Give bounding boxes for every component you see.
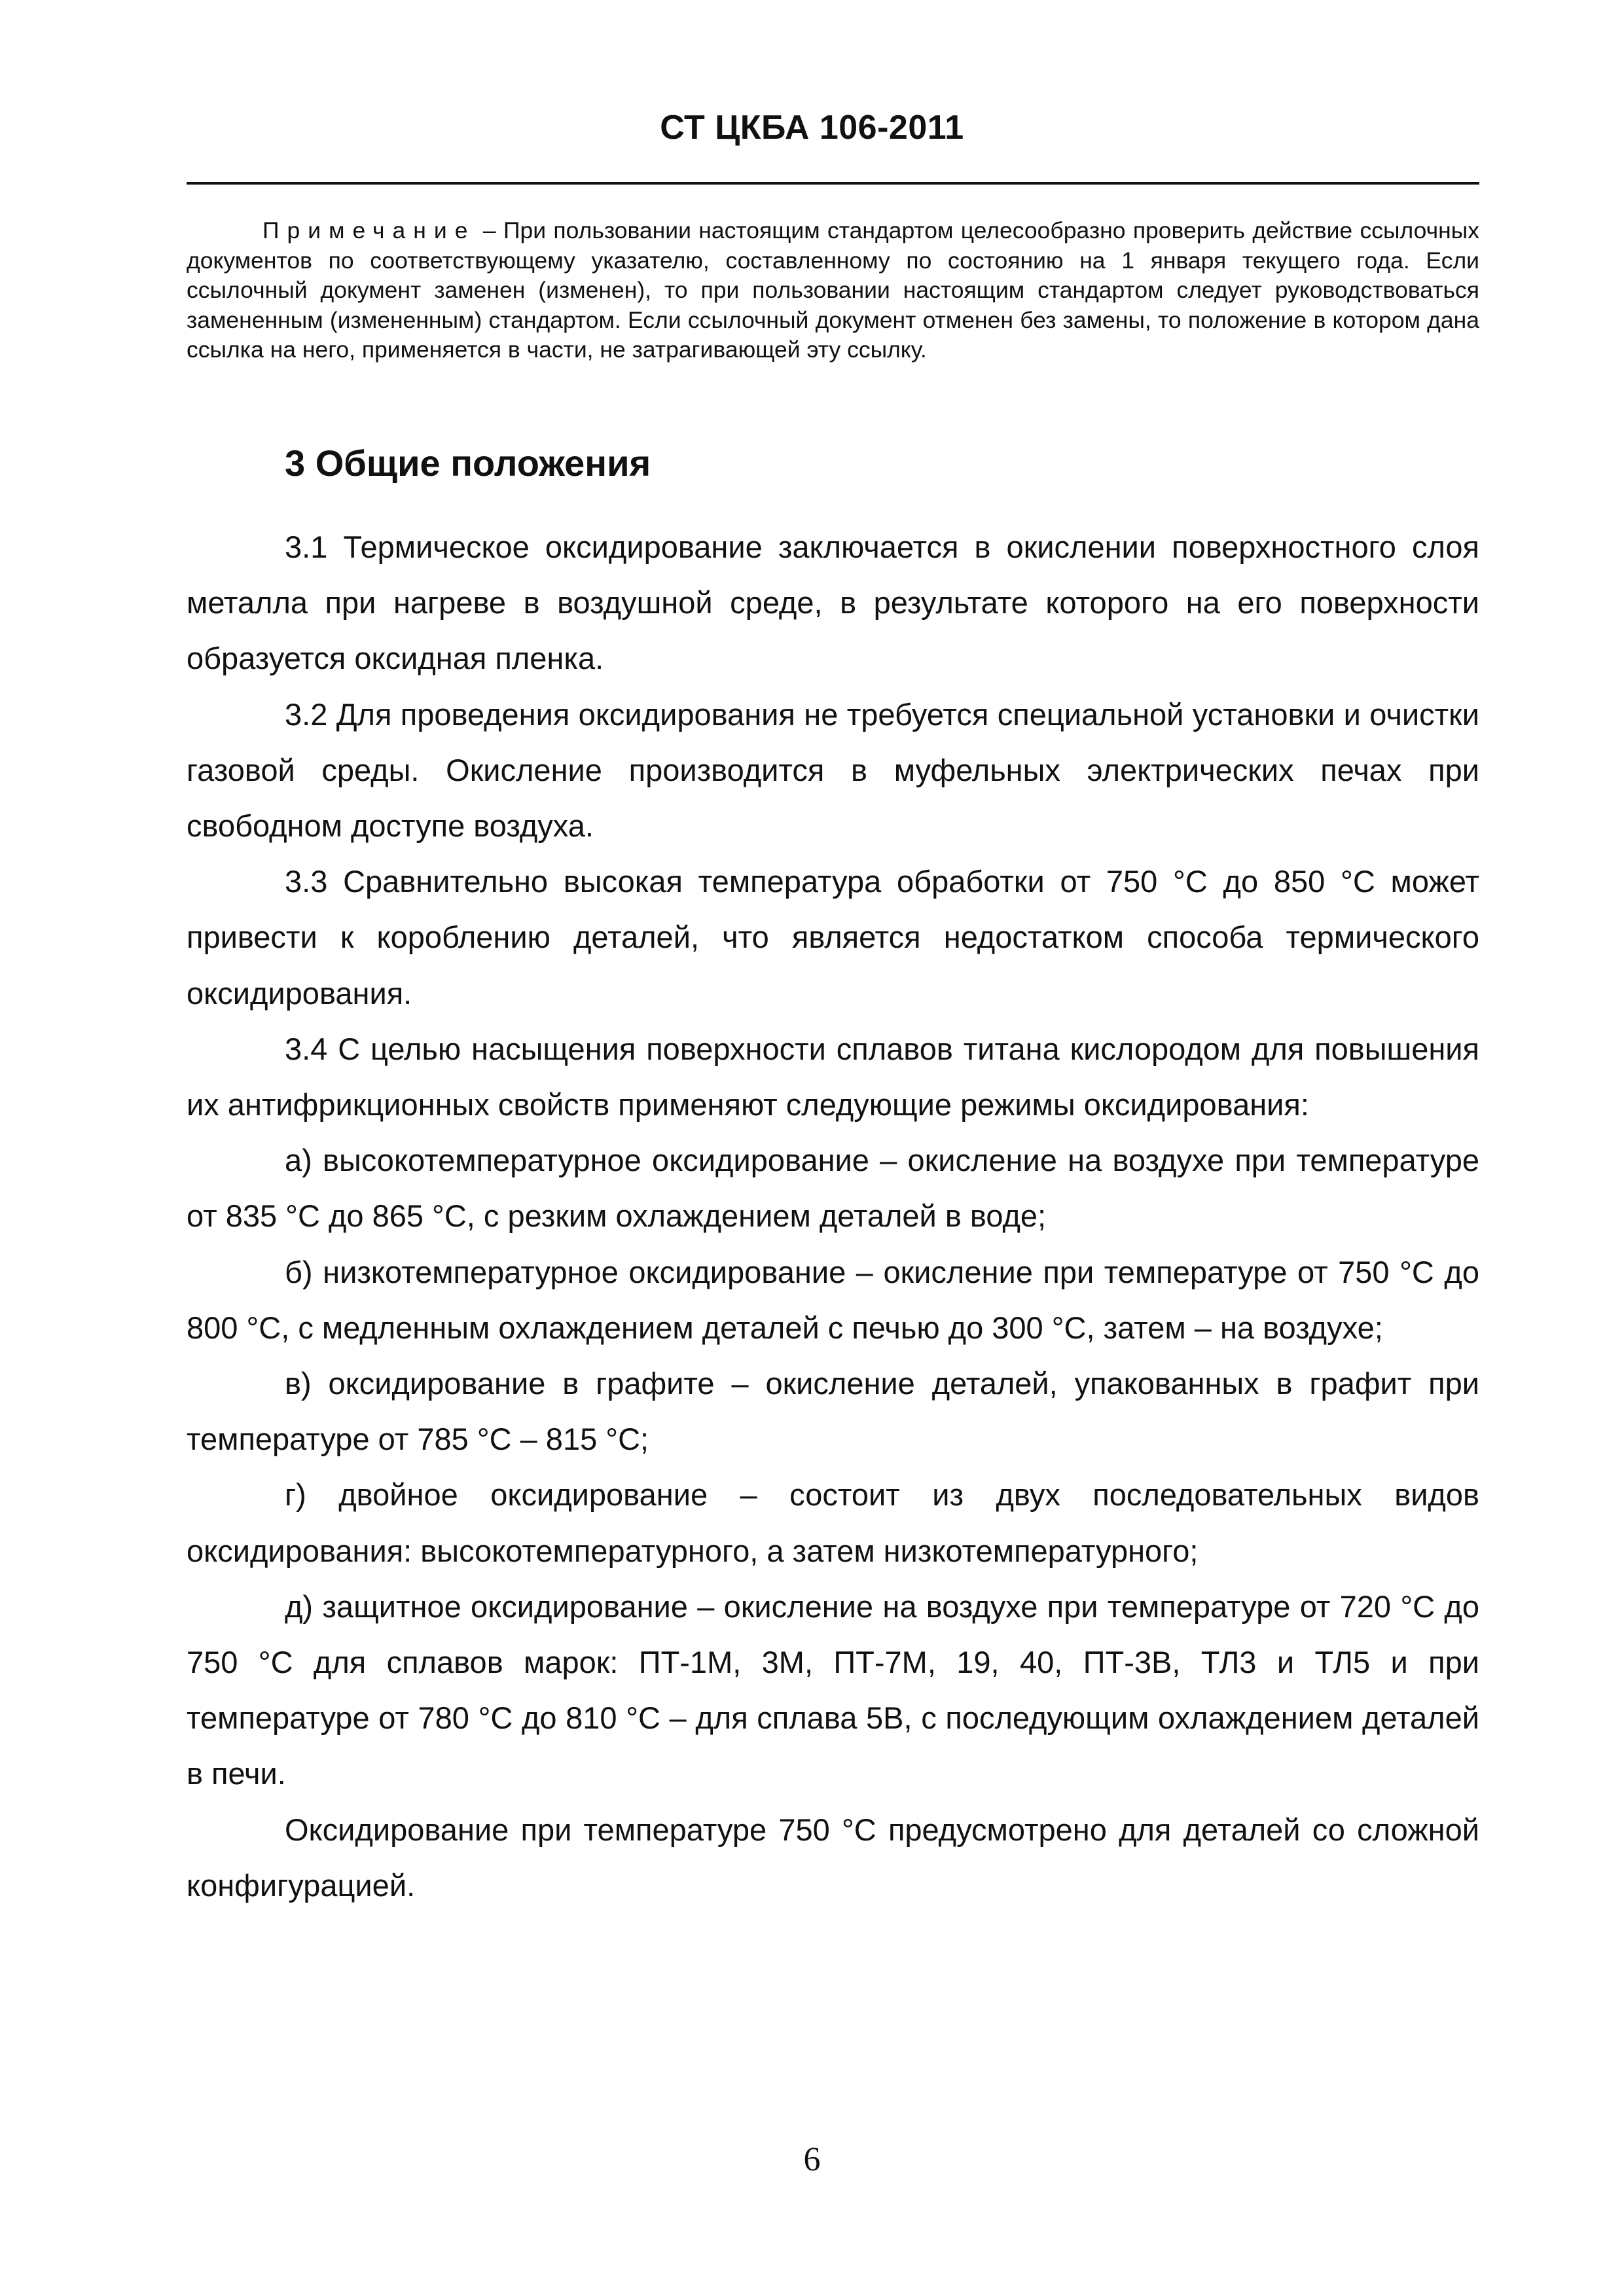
note-text: – При пользовании настоящим стандартом целесообразно проверить действие ссылочных документов по соответствующему указателю, составленному по состоянию на 1 января текущего года. Если ссылочный документ заменен (изменен), то при пользовании настоящим стандартом следует руководствоваться замененным (измененным) стандартом. Если ссылочный документ отменен без замены, то положение в котором дана ссылка на него, применяется в части, не затрагивающей эту ссылку. bbox=[187, 217, 1479, 363]
section-body bbox=[187, 519, 1479, 1913]
page-number: 6 bbox=[803, 2141, 821, 2178]
header-divider bbox=[187, 182, 1479, 185]
reference-note bbox=[187, 216, 1479, 365]
note-label: Примечание bbox=[262, 217, 476, 243]
list-item-b: б) низкотемпературное оксидирование – окисление при температуре от 750 °С до 800 °С, с медленным охлаждением деталей с печью до 300 °С, затем – на воздухе; bbox=[187, 1254, 1479, 1345]
paragraph-3-2: 3.2 Для проведения оксидирования не требуется специальной установки и очистки газовой среды. Окисление производится в муфельных электрических печах при свободном доступе воздуха. bbox=[187, 696, 1479, 844]
list-item-d: д) защитное оксидирование – окисление на воздухе при температуре от 720 °С до 750 °С для сплавов марок: ПТ-1М, 3М, ПТ-7М, 19, 40, ПТ-3В, ТЛ3 и ТЛ5 и при температуре от 780 °С до 810 °С – для сплава 5В, с последующим охлаждением деталей в печи. bbox=[187, 1588, 1479, 1791]
paragraph-3-4: 3.4 С целью насыщения поверхности сплавов титана кислородом для повышения их антифрикционных свойств применяют следующие режимы оксидирования: bbox=[187, 1031, 1479, 1122]
paragraph-3-3: 3.3 Сравнительно высокая температура обработки от 750 °С до 850 °С может привести к короблению деталей, что является недостатком способа термического оксидирования. bbox=[187, 864, 1479, 1011]
list-item-a: а) высокотемпературное оксидирование – окисление на воздухе при температуре от 835 °С до 865 °С, с резким охлаждением деталей в воде; bbox=[187, 1143, 1479, 1234]
list-item-g: г) двойное оксидирование – состоит из двух последовательных видов оксидирования: высокотемпературного, а затем низкотемпературного; bbox=[187, 1477, 1479, 1568]
section-heading: 3 Общие положения bbox=[285, 442, 651, 484]
list-item-v: в) оксидирование в графите – окисление деталей, упакованных в графит при температуре от 785 °С – 815 °С; bbox=[187, 1366, 1479, 1457]
document-code-header: СТ ЦКБА 106-2011 bbox=[660, 109, 964, 147]
closing-paragraph: Оксидирование при температуре 750 °С предусмотрено для деталей со сложной конфигурацией. bbox=[187, 1812, 1479, 1903]
paragraph-3-1: 3.1 Термическое оксидирование заключается в окислении поверхностного слоя металла при нагреве в воздушной среде, в результате которого на его поверхности образуется оксидная пленка. bbox=[187, 529, 1479, 676]
